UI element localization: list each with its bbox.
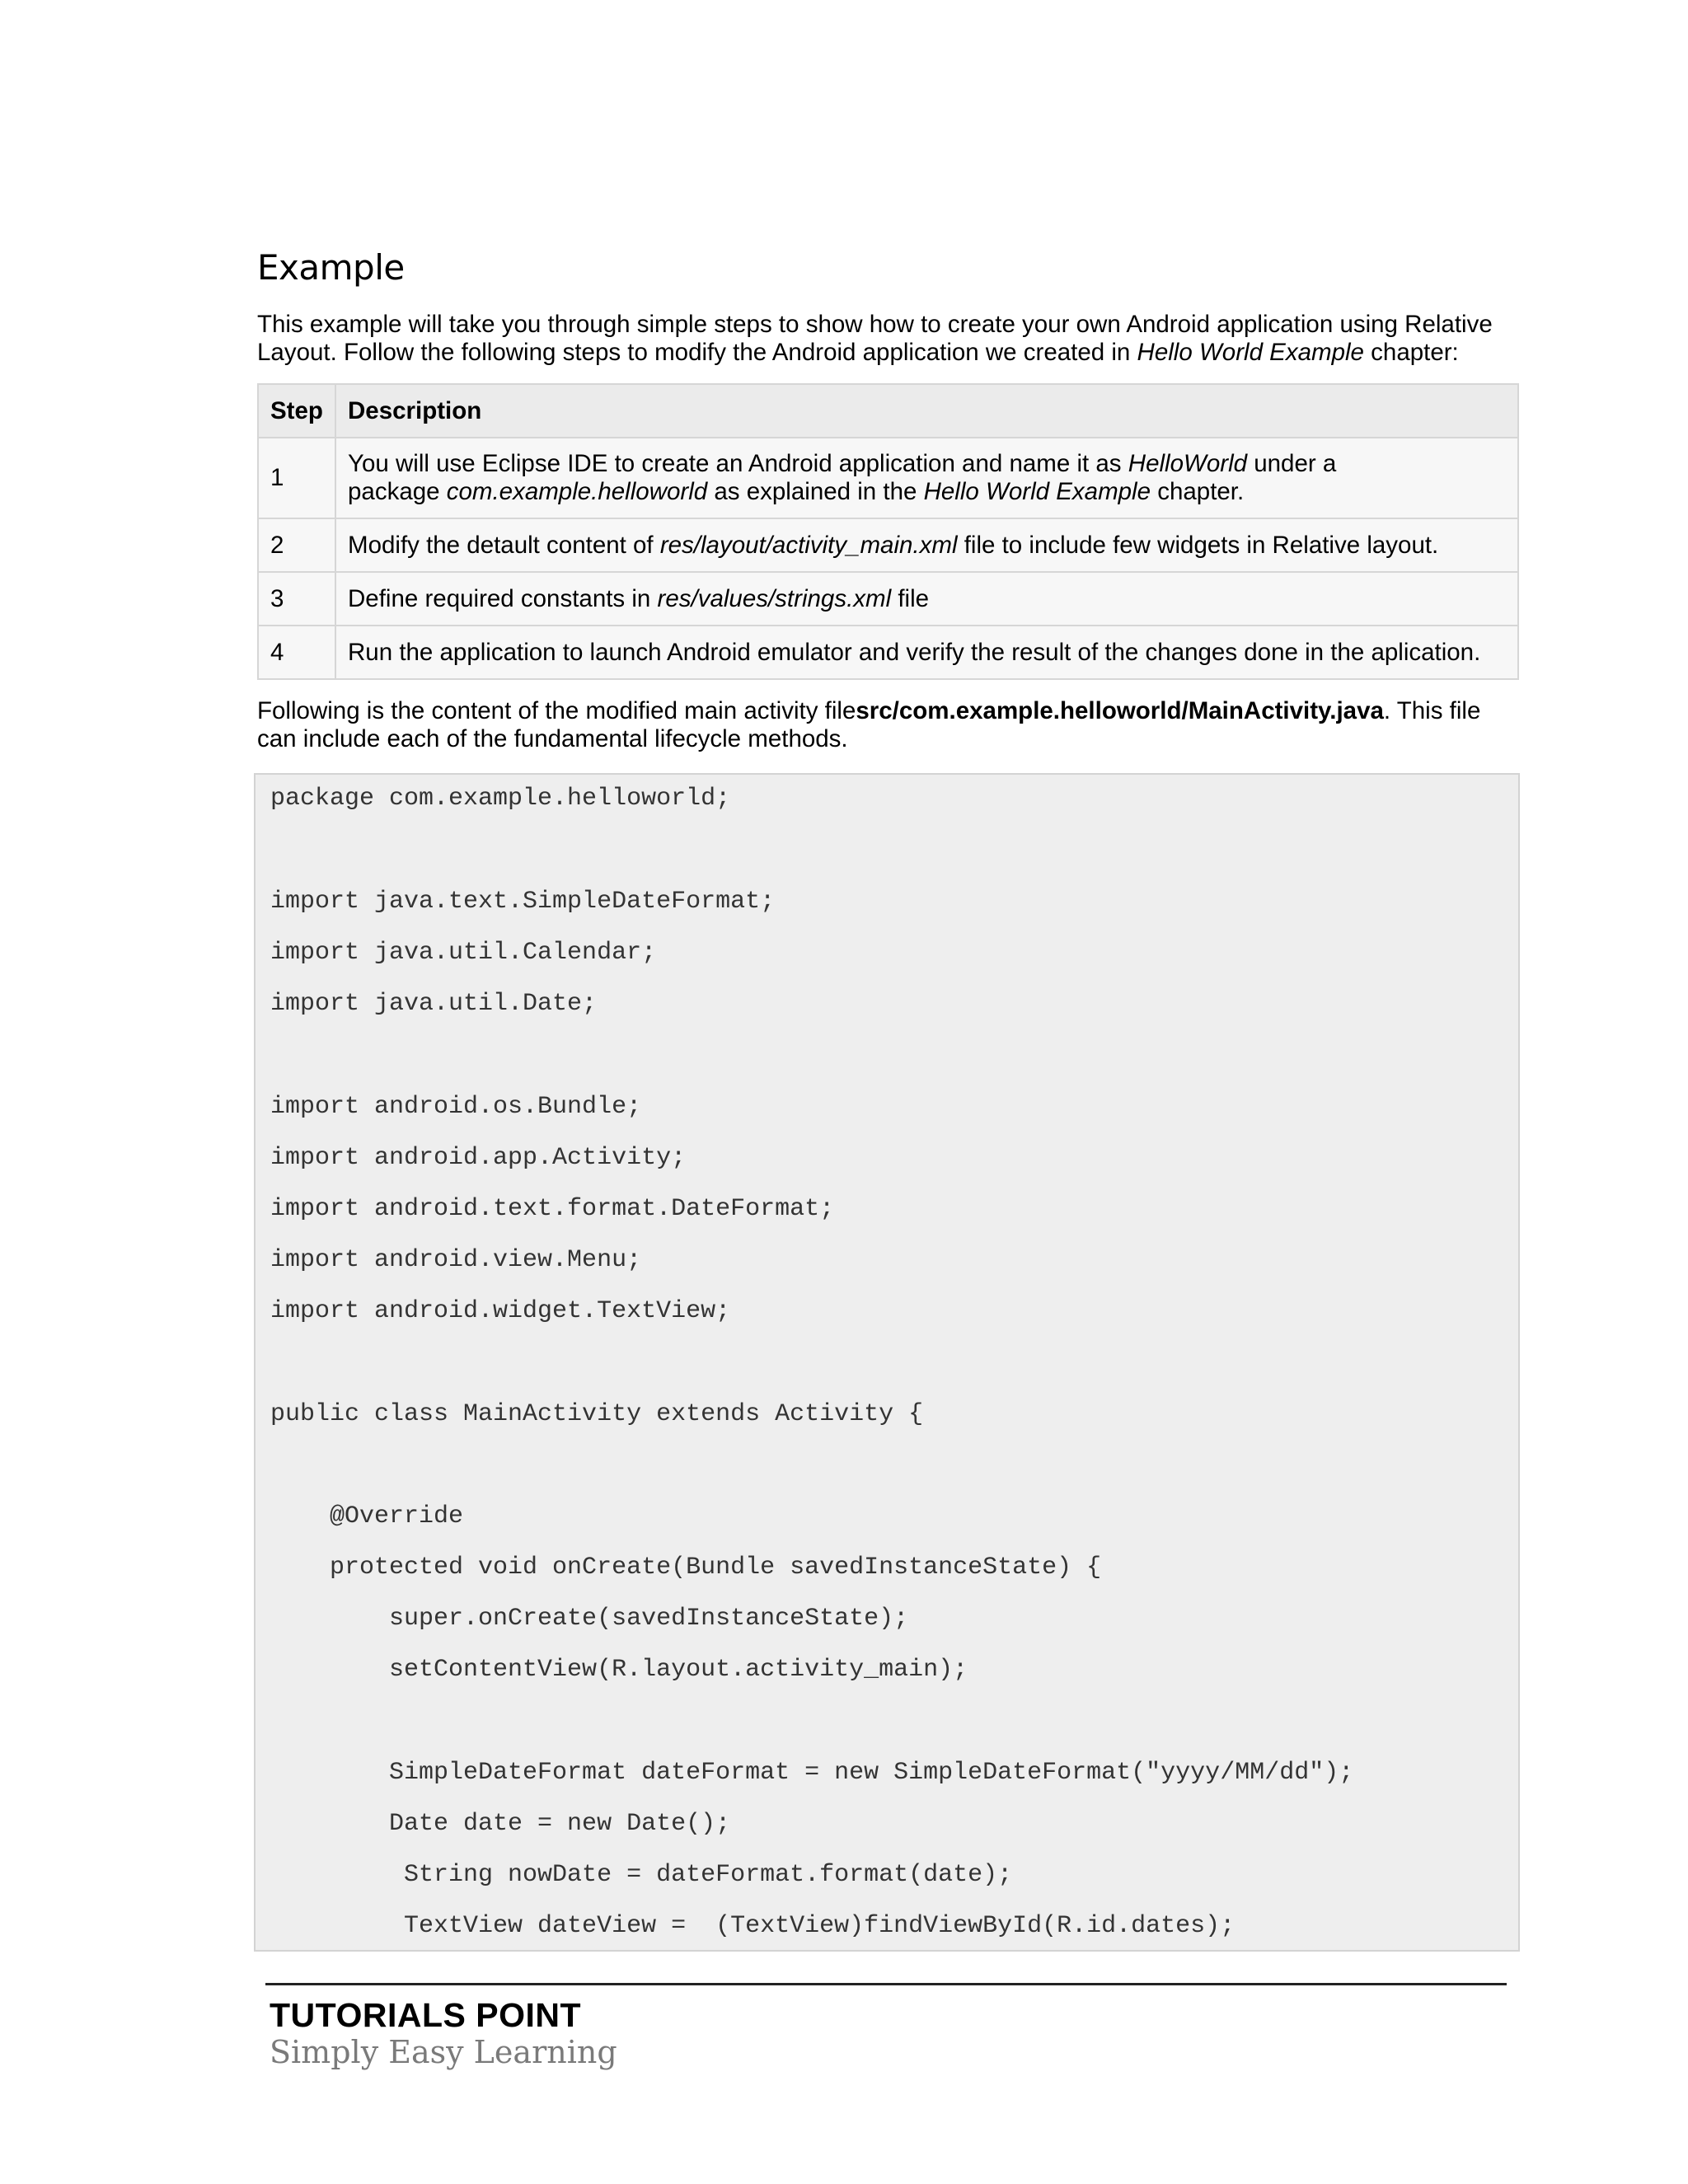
code-line: import android.app.Activity; <box>270 1144 687 1172</box>
header-step: Step <box>258 384 335 438</box>
code-line: import java.util.Calendar; <box>270 939 657 967</box>
step-description: Modify the detault content of res/layout/activity_main.xml file to include few widgets in Relative layout. <box>335 518 1518 572</box>
code-block <box>254 773 1520 1952</box>
code-line: SimpleDateFormat dateFormat = new SimpleDateFormat("yyyy/MM/dd"); <box>270 1759 1354 1787</box>
steps-table <box>257 383 1519 680</box>
step-description: Run the application to launch Android emulator and verify the result of the changes done in the aplication. <box>335 626 1518 679</box>
footer-brand: TUTORIALS POINT <box>270 1996 582 2034</box>
intro-paragraph <box>257 311 1526 367</box>
table-row <box>258 438 1518 518</box>
following-paragraph: Following is the content of the modified main activity filesrc/com.example.helloworld/MainActivity.java. This file can include each of the fundamental lifecycle methods. <box>257 697 1481 752</box>
code-line: import android.text.format.DateFormat; <box>270 1195 835 1223</box>
footer-divider <box>265 1983 1507 1985</box>
code-line: public class MainActivity extends Activity { <box>270 1400 924 1428</box>
code-line: setContentView(R.layout.activity_main); <box>270 1656 968 1684</box>
step-number: 4 <box>258 626 335 679</box>
step-description: You will use Eclipse IDE to create an Android application and name it as HelloWorld under a package com.example.helloworld as explained in the Hello World Example chapter. <box>335 438 1518 518</box>
section-heading: Example <box>257 247 405 288</box>
file-path: src/com.example.helloworld/MainActivity.java <box>856 697 1384 724</box>
code-line: import android.os.Bundle; <box>270 1093 642 1121</box>
table-row <box>258 518 1518 572</box>
code-line: import android.view.Menu; <box>270 1246 642 1274</box>
code-line: import java.util.Date; <box>270 990 598 1018</box>
step-number: 1 <box>258 438 335 518</box>
table-row <box>258 572 1518 626</box>
footer-tagline: Simply Easy Learning <box>270 2034 617 2070</box>
intro-text: This example will take you through simple steps to show how to create your own Android application using Relative Layout. Follow the following steps to modify the Android application we created in <box>257 311 1493 366</box>
table-row <box>258 626 1518 679</box>
code-line: protected void onCreate(Bundle savedInstanceState) { <box>270 1554 1102 1582</box>
code-line: import android.widget.TextView; <box>270 1297 731 1325</box>
step-number: 3 <box>258 572 335 626</box>
code-line: super.onCreate(savedInstanceState); <box>270 1605 909 1633</box>
code-line: package com.example.helloworld; <box>270 785 731 813</box>
code-line: @Override <box>270 1502 464 1530</box>
code-line: String nowDate = dateFormat.format(date); <box>270 1861 1013 1889</box>
code-line: import java.text.SimpleDateFormat; <box>270 888 776 916</box>
intro-chapter-ref: Hello World Example <box>1137 339 1364 366</box>
code-line: TextView dateView = (TextView)findViewById(R.id.dates); <box>270 1912 1236 1940</box>
step-number: 2 <box>258 518 335 572</box>
intro-text-end: chapter: <box>1363 339 1459 366</box>
table-header-row <box>258 384 1518 438</box>
code-line: Date date = new Date(); <box>270 1810 731 1838</box>
header-description: Description <box>335 384 1518 438</box>
step-description: Define required constants in res/values/strings.xml file <box>335 572 1518 626</box>
